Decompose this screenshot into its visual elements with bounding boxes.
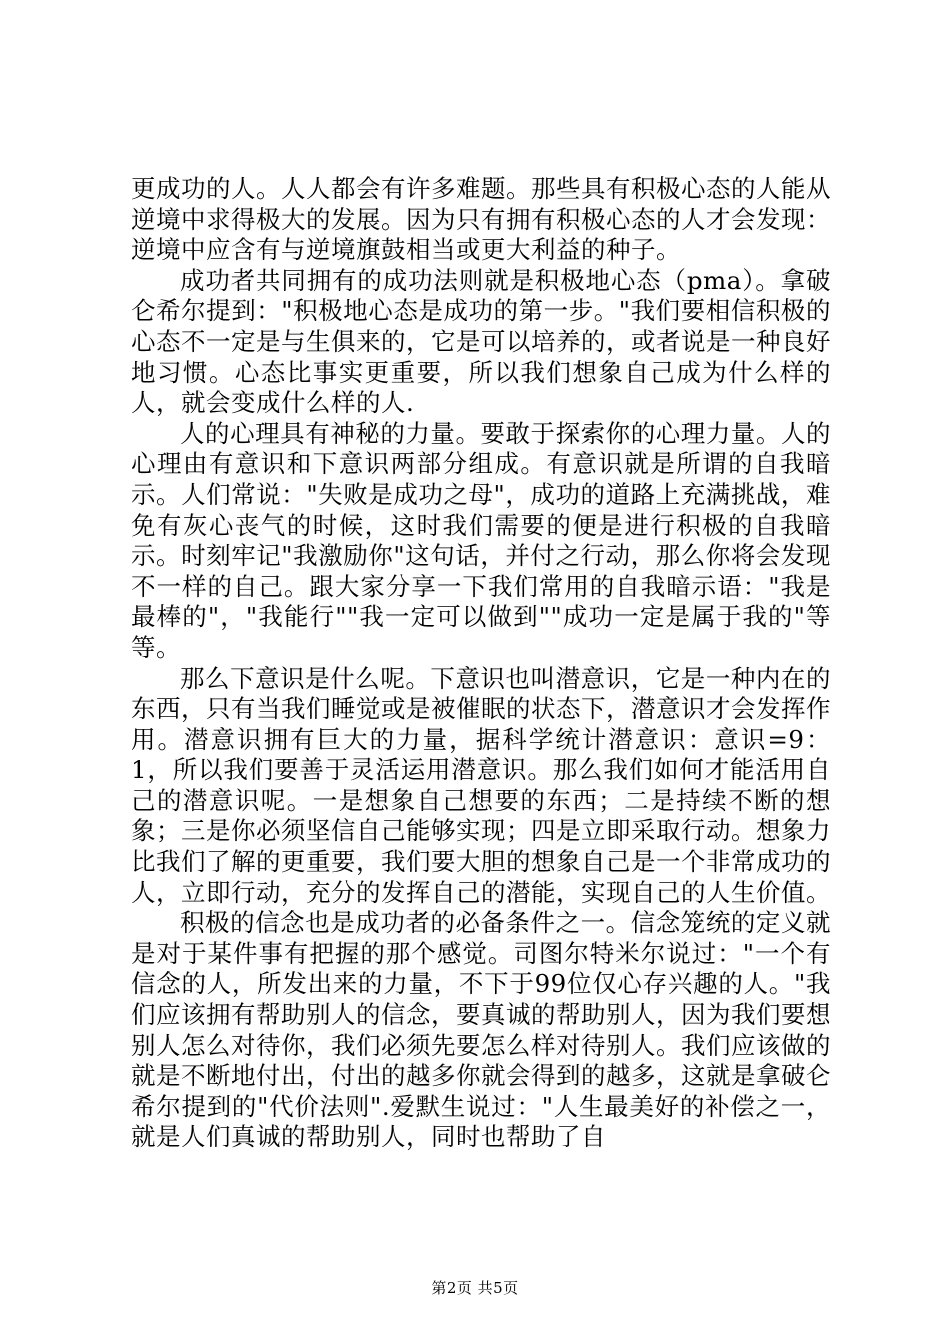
paragraph-3: 人的心理具有神秘的力量。要敢于探索你的心理力量。人的心理由有意识和下意识两部分组成。有意识就是所谓的自我暗示。人们常说："失败是成功之母"，成功的道路上充满挑战，难免有灰心丧气的时候，这时我们需要的便是进行积极的自我暗示。时刻牢记"我激励你"这句话，并付之行动，那么你将会发现不一样的自己。跟大家分享一下我们常用的自我暗示语："我是最棒的"，"我能行""我一定可以做到""成功一定是属于我的"等等。	[131, 418, 831, 662]
paragraph-1: 更成功的人。人人都会有许多难题。那些具有积极心态的人能从逆境中求得极大的发展。因为只有拥有积极心态的人才会发现：逆境中应含有与逆境旗鼓相当或更大利益的种子。	[131, 174, 831, 265]
paragraph-5: 积极的信念也是成功者的必备条件之一。信念笼统的定义就是对于某件事有把握的那个感觉。司图尔特米尔说过："一个有信念的人，所发出来的力量，不下于99位仅心存兴趣的人。"我们应该拥有帮助别人的信念，要真诚的帮助别人，因为我们要想别人怎么对待你，我们必须先要怎么样对待别人。我们应该做的就是不断地付出，付出的越多你就会得到的越多，这就是拿破仑希尔提到的"代价法则".爱默生说过："人生最美好的补偿之一，就是人们真诚的帮助别人，同时也帮助了自	[131, 908, 831, 1152]
document-body	[131, 174, 831, 1153]
paragraph-2: 成功者共同拥有的成功法则就是积极地心态（pma）。拿破仑希尔提到："积极地心态是成功的第一步。"我们要相信积极的心态不一定是与生俱来的，它是可以培养的，或者说是一种良好地习惯。心态比事实更重要，所以我们想象自己成为什么样的人，就会变成什么样的人.	[131, 265, 831, 418]
paragraph-4: 那么下意识是什么呢。下意识也叫潜意识，它是一种内在的东西，只有当我们睡觉或是被催眠的状态下，潜意识才会发挥作用。潜意识拥有巨大的力量，据科学统计潜意识：意识=9：1，所以我们要善于灵活运用潜意识。那么我们如何才能活用自己的潜意识呢。一是想象自己想要的东西；二是持续不断的想象；三是你必须坚信自己能够实现；四是立即采取行动。想象力比我们了解的更重要，我们要大胆的想象自己是一个非常成功的人，立即行动，充分的发挥自己的潜能，实现自己的人生价值。	[131, 663, 831, 907]
page-number-footer: 第2页 共5页	[431, 1279, 519, 1297]
